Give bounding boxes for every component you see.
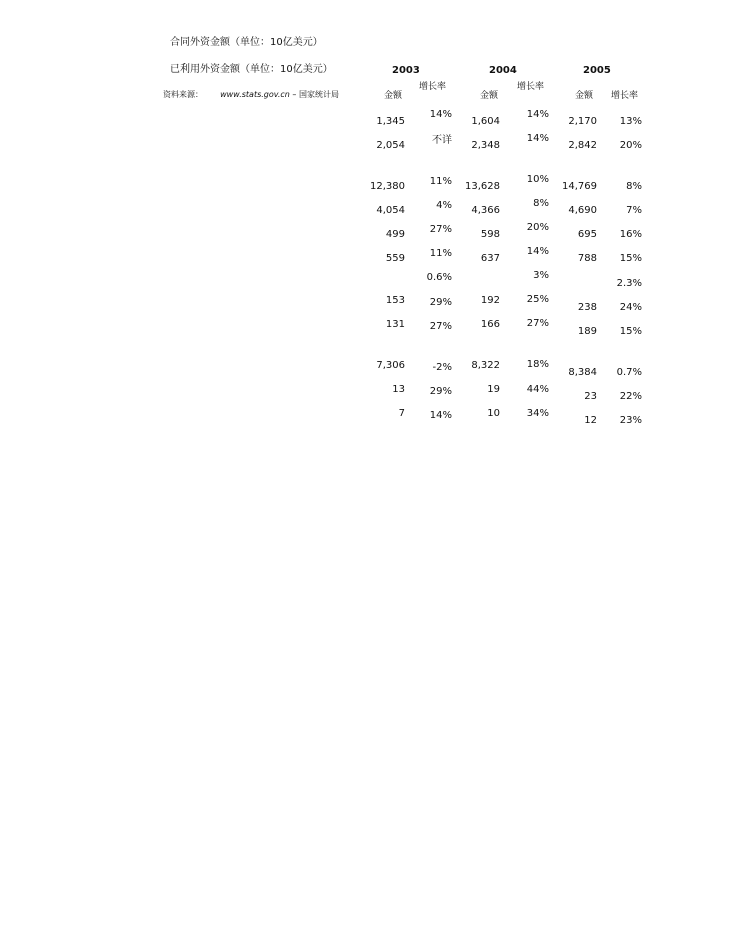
table-cell: 637 — [480, 253, 500, 264]
table-cell: 27% — [429, 321, 452, 332]
table-cell: 8% — [533, 198, 549, 209]
source-line — [163, 89, 339, 100]
amount-header-2005: 金额 — [575, 91, 594, 101]
table-cell: 1,604 — [471, 116, 500, 127]
table-cell: 14,769 — [562, 181, 597, 192]
table-cell: 11% — [429, 176, 452, 187]
table-cell: 2,170 — [568, 116, 597, 127]
table-cell: 19 — [487, 384, 500, 395]
table-cell: 4,690 — [568, 205, 597, 216]
table-cell: 499 — [385, 229, 405, 240]
table-cell: 22% — [619, 391, 642, 402]
table-cell: 25% — [526, 294, 549, 305]
table-cell: 23 — [584, 391, 597, 402]
table-cell: 2,842 — [568, 140, 597, 151]
table-cell: 2,054 — [376, 140, 405, 151]
table-cell: 20% — [619, 140, 642, 151]
table-cell: 15% — [619, 326, 642, 337]
table-cell: 14% — [526, 246, 549, 257]
table-cell: 238 — [577, 302, 597, 313]
table-cell: 2,348 — [471, 140, 500, 151]
table-cell: 不详 — [432, 135, 452, 146]
source-prefix: 资料来源： — [163, 90, 203, 99]
table-cell: 10% — [526, 174, 549, 185]
table-cell: 10 — [487, 408, 500, 419]
table-cell: 166 — [480, 319, 500, 330]
table-cell: 29% — [429, 297, 452, 308]
table-cell: 192 — [480, 295, 500, 306]
table-cell: -2% — [432, 362, 452, 373]
source-url: www.stats.gov.cn — [220, 90, 290, 99]
year-2004-header: 2004 — [489, 65, 517, 76]
table-cell: 12 — [584, 415, 597, 426]
table-cell: 12,380 — [370, 181, 405, 192]
table-cell: 16% — [619, 229, 642, 240]
table-cell: 15% — [619, 253, 642, 264]
table-cell: 29% — [429, 386, 452, 397]
table-cell: 34% — [526, 408, 549, 419]
table-cell: 14% — [526, 109, 549, 120]
table-cell: 24% — [619, 302, 642, 313]
table-cell: 14% — [429, 410, 452, 421]
table-cell: 8,322 — [471, 360, 500, 371]
table-cell: 153 — [385, 295, 405, 306]
table-cell: 23% — [619, 415, 642, 426]
contracted-fdi-label: 合同外资金额（单位：10亿美元） — [170, 37, 323, 48]
table-cell: 27% — [429, 224, 452, 235]
growth-header-2003: 增长率 — [419, 82, 447, 92]
table-cell: 131 — [385, 319, 405, 330]
table-cell: 3% — [533, 270, 549, 281]
table-cell: 0.7% — [616, 367, 642, 378]
table-cell: 13,628 — [465, 181, 500, 192]
table-cell: 7,306 — [376, 360, 405, 371]
amount-header-2004: 金额 — [480, 91, 499, 101]
growth-header-2004: 增长率 — [517, 82, 545, 92]
table-cell: 20% — [526, 222, 549, 233]
table-cell: 18% — [526, 359, 549, 370]
table-cell: 7 — [398, 408, 405, 419]
table-cell: 2.3% — [616, 278, 642, 289]
table-cell: 13 — [392, 384, 405, 395]
table-cell: 14% — [429, 109, 452, 120]
table-cell: 598 — [480, 229, 500, 240]
source-suffix: – 国家统计局 — [292, 90, 339, 99]
table-cell: 189 — [577, 326, 597, 337]
table-cell: 27% — [526, 318, 549, 329]
utilized-fdi-label: 已利用外资金额（单位：10亿美元） — [170, 64, 333, 75]
table-cell: 44% — [526, 384, 549, 395]
table-cell: 0.6% — [426, 272, 452, 283]
table-cell: 4,366 — [471, 205, 500, 216]
table-cell: 14% — [526, 133, 549, 144]
table-cell: 1,345 — [376, 116, 405, 127]
year-2003-header: 2003 — [392, 65, 420, 76]
table-cell: 11% — [429, 248, 452, 259]
year-2005-header: 2005 — [583, 65, 611, 76]
table-cell: 8,384 — [568, 367, 597, 378]
table-cell: 4,054 — [376, 205, 405, 216]
table-cell: 788 — [577, 253, 597, 264]
amount-header-2003: 金额 — [384, 91, 403, 101]
table-cell: 8% — [626, 181, 642, 192]
table-cell: 7% — [626, 205, 642, 216]
table-cell: 13% — [619, 116, 642, 127]
table-cell: 695 — [577, 229, 597, 240]
growth-header-2005: 增长率 — [611, 91, 639, 101]
table-cell: 4% — [436, 200, 452, 211]
table-cell: 559 — [385, 253, 405, 264]
